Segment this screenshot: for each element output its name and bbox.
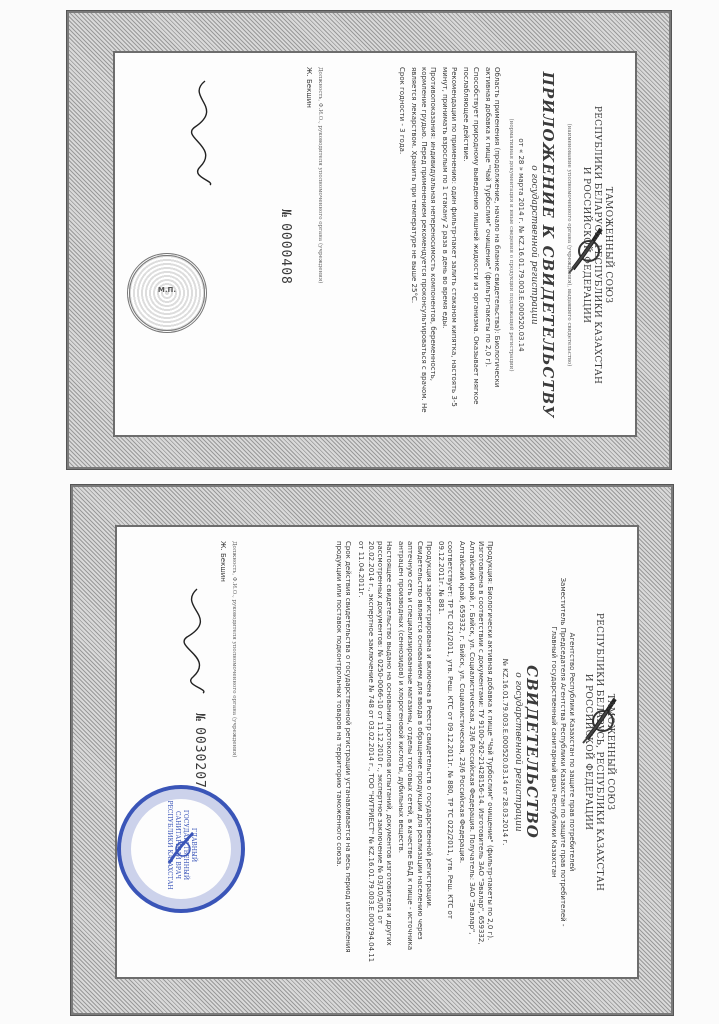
union-header-line: ТАМОЖЕННЫЙ СОЮЗ xyxy=(605,693,615,811)
registration-date-line: от « 28 » марта 2014 г. № KZ.16.01.79.003.Е.000520.03.14 xyxy=(517,138,525,352)
stamp-text: ГЛАВНЫЙ ГОСУДАРСТВЕННЫЙ САНИТАРНЫЙ ВРАЧ РЕСПУБЛИКИ КАЗАХСТАН xyxy=(166,800,197,890)
issuer-line: Заместитель Председателя Агентства Республики Казахстан по защите прав потребителей - xyxy=(559,577,567,927)
body-paragraph: Срок годности - 3 года. xyxy=(398,67,407,155)
certificate-inner-area xyxy=(115,525,639,979)
body-paragraph: Продукция зарегистрирована и включена в Реестр свидетельств о государственной регистрации. Свидетельство является основанием для ввода в обращение продукции для реализации населению через аптечную сеть и специализированные магазины, отделы торговых сетей, в качестве БАД к пище - источника антрацен производных (сеннозидов) и хлорогеновой кислоты, дубильных веществ. xyxy=(397,541,433,951)
union-header-line: И РОССИЙСКОЙ ФЕДЕРАЦИИ xyxy=(581,166,591,324)
document-title: ПРИЛОЖЕНИЕ К СВИДЕТЕЛЬСТВУ xyxy=(539,71,557,419)
issuer-line: Агентство Республики Казахстан по защите прав потребителей xyxy=(568,632,576,872)
signatory-role: Должность, Ф.И.О., руководителя уполномоченного органа (учреждения) xyxy=(231,541,237,758)
registration-number-line: № KZ.16.01.79.003.Е.000520.03.14 от 28.03.2014 г. xyxy=(501,658,509,846)
main-certificate xyxy=(70,484,674,1016)
document-subtitle: о государственной регистрации xyxy=(529,165,539,325)
body-paragraph: Противопоказания: индивидуальная непереносимость компонентов, беременность, кормление грудью. Перед применением рекомендуется проконсультироваться с врачом. Не является лекарством. Хранить при температуре не выше 25°С. xyxy=(410,67,437,413)
document-title: СВИДЕТЕЛЬСТВО xyxy=(523,665,541,839)
form-number: 0000408 xyxy=(278,223,293,285)
appendix-certificate xyxy=(66,10,672,470)
body-paragraph: Продукция: Биологически активная добавка к пище "Чай Турбослим" очищение" (фильтр-пакеты по 2,0 г). Изготовлена в соответствии с документами: ТУ 9100-262-21428156-14. Изготовитель ЗАО "Эвалар", 659332, Алтайский край, г. Бийск, ул. Социалистическая, 23/6 Российская Федерация. Получатель: ЗАО "Эвалар", Алтайский край, 659332, г. Бийск, ул. Социалистическая, 23/6 Российская Федерация. xyxy=(458,541,494,945)
union-header-line: ТАМОЖЕННЫЙ СОЮЗ xyxy=(603,186,613,304)
signature-icon xyxy=(175,77,235,187)
appendix-inner-area xyxy=(113,51,637,437)
body-paragraph: Рекомендации по применению: один фильтр-пакет залить стаканом кипятка, настоять 3-5 минут, принимать взрослым по 1 стакану 2 раза в день во время еды. xyxy=(440,67,459,407)
stamp-seal xyxy=(127,253,207,333)
blue-round-stamp xyxy=(117,785,245,913)
body-paragraph: Настоящее свидетельство выдано на основании протоколов испытаний, документов изготовителя и других рассмотренных документов: № 0250-0066-10 от 11.12.2010 г., экспертное заключение № 03/10/5/01 от 20.02.2014 г., экспертное заключение № 748 от 03.02.2014 г., ТОО "НУТРИЕСТ" № KZ.16.01.79.003.Е.000794.04.11 от 11.04.2011г. xyxy=(357,541,393,963)
union-header-line: РЕСПУБЛИКИ БЕЛАРУСЬ, РЕСПУБЛИКИ КАЗАХСТАН xyxy=(594,612,604,892)
signatory-name: Ж. Бекшин xyxy=(219,541,227,582)
issuer-caption: (наименование уполномоченного органа (учреждения), выдавшего свидетельство) xyxy=(566,123,572,367)
document-subtitle: о государственной регистрации xyxy=(513,672,523,832)
validity-paragraph: Срок действия свидетельства о государственной регистрации устанавливается на весь период изготовления продукции или поставок подконтрольных товаров на территорию таможенного союза. xyxy=(334,541,353,953)
number-label: № xyxy=(192,713,207,722)
signatory-name: Ж. Бекшин xyxy=(305,67,313,108)
union-header-line: И РОССИЙСКОЙ ФЕДЕРАЦИИ xyxy=(583,673,593,831)
stamp-emblem-icon xyxy=(163,829,199,869)
regulation-caption: (нормативная документация и иные сведения о продукции подлежащей регистрации) xyxy=(508,118,514,372)
body-paragraph: Способствует природному выведению лишней жидкости из организма. Оказывает мягкое послабляющее действие. xyxy=(462,67,480,405)
issuer-line: Главный государственный санитарный врач Республики Казахстан xyxy=(550,626,558,878)
body-paragraph: соответствует: ТР ТС 021/2011, утв. Реш. КТС от 09.12.2011г. № 880, ТР ТС 022/2011, утв. Реш. КТС от 09.12.2011г. № 881. xyxy=(436,541,455,919)
number-label: № xyxy=(278,209,293,218)
signatory-role: Должность, Ф.И.О., руководителя уполномоченного органа (учреждения) xyxy=(317,67,323,284)
body-paragraph: Область применения (продолжение, начало на бланке свидетельства): Биологически активная добавка к пище "Чай Турбослим" очищение" (фильтр-пакеты по 2,0 г). xyxy=(483,67,501,388)
union-header-line: РЕСПУБЛИКИ БЕЛАРУСЬ, РЕСПУБЛИКИ КАЗАХСТАН xyxy=(592,105,602,385)
stamp-text: М.П. xyxy=(157,286,177,294)
form-number: 0030207 xyxy=(192,727,207,789)
signature-icon xyxy=(169,585,229,695)
